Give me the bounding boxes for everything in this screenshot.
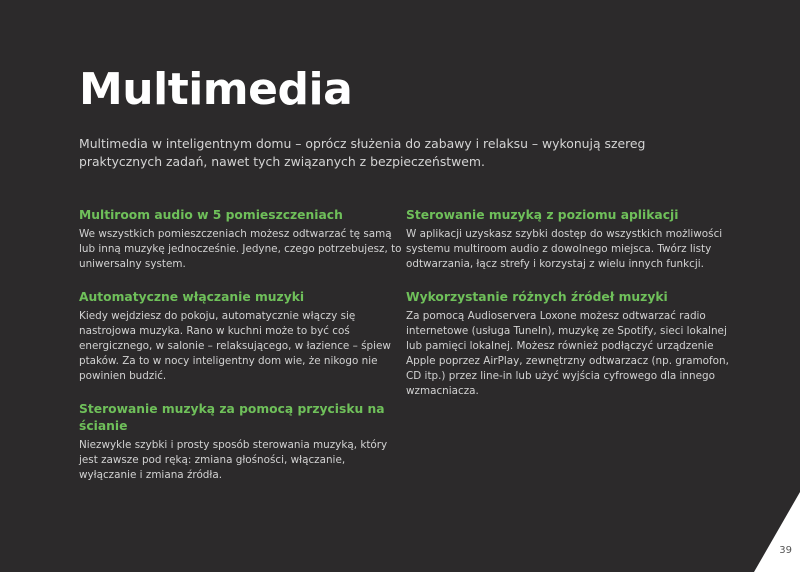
section-app-control — [406, 207, 731, 272]
page-number: 39 — [779, 545, 792, 556]
section-heading: Wykorzystanie różnych źródeł muzyki — [406, 290, 668, 304]
section-body: We wszystkich pomieszczeniach możesz odtwarzać tę samą lub inną muzykę jednocześnie. Jedyne, czego potrzebujesz, to uniwersalny system. — [79, 228, 402, 270]
left-column — [79, 207, 404, 500]
section-body: W aplikacji uzyskasz szybki dostęp do wszystkich możliwości systemu multiroom audio z dowolnego miejsca. Twórz listy odtwarzania, łącz strefy i korzystaj z wielu innych funkcji. — [406, 228, 723, 270]
section-heading: Automatyczne włączanie muzyki — [79, 290, 305, 304]
section-wall-button-control — [79, 401, 404, 483]
section-body: Za pomocą Audioservera Loxone możesz odtwarzać radio internetowe (usługa TuneIn), muzykę ze Spotify, sieci lokalnej lub pamięci lokalnej. Możesz również podłączyć urządzenie Apple poprzez AirPlay, zewnętrzny odtwarzacz (np. gramofon, CD itp.) przez line-in lub użyć wyjścia cyfrowego dla innego wzmacniacza. — [406, 310, 729, 397]
page-corner-decoration — [754, 492, 800, 572]
section-heading: Multiroom audio w 5 pomieszczeniach — [79, 208, 343, 222]
right-column — [406, 207, 731, 416]
section-body: Kiedy wejdziesz do pokoju, automatycznie włączy się nastrojowa muzyka. Rano w kuchni może to być coś energicznego, w salonie – relaksującego, w łazience – śpiew ptaków. Za to w nocy inteligentny dom wie, że nikogo nie powinien budzić. — [79, 310, 391, 382]
section-heading: Sterowanie muzyką z poziomu aplikacji — [406, 208, 679, 222]
intro-paragraph: Multimedia w inteligentnym domu – oprócz służenia do zabawy i relaksu – wykonują szereg praktycznych zadań, nawet tych związanych z bezpieczeństwem. — [79, 136, 646, 169]
section-multiroom-audio — [79, 207, 404, 272]
section-heading: Sterowanie muzyką za pomocą przycisku na ścianie — [79, 402, 385, 433]
page-title: Multimedia — [79, 64, 353, 115]
section-body: Niezwykle szybki i prosty sposób sterowania muzyką, który jest zawsze pod ręką: zmiana głośności, włączanie, wyłączanie i zmiana źródła. — [79, 439, 388, 481]
section-music-sources — [406, 289, 731, 399]
section-automatic-music — [79, 289, 404, 384]
